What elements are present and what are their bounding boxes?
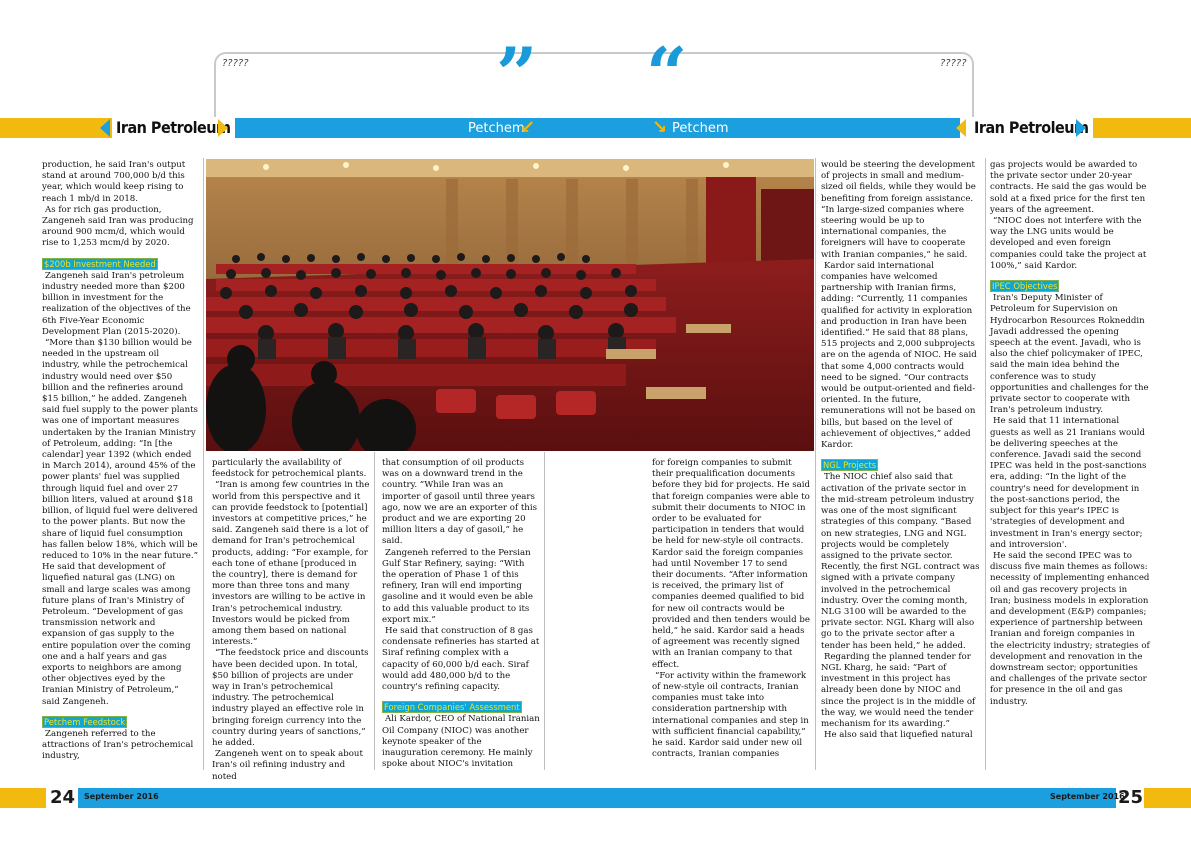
paragraph: Regarding the planned tender for NGL Kharg, he said: “Part of investment in this project has already been done by NIOC and since the project is in the middle of the way, we would need the tender mechanism for its awarding.” bbox=[821, 651, 976, 729]
header-band-left-yellow bbox=[0, 118, 112, 138]
paragraph: that consumption of oil products was on a downward trend in the country. “While Iran was an importer of gasoil until three years ago, now we are an exporter of this product and we are exporting 20 million liters a day of gasoil,” he said. bbox=[382, 458, 537, 547]
paragraph: would be steering the development of projects in small and medium-sized oil fields, while they would be benefiting from foreign assistance. “In large-sized companies where steering would be up to international companies, the foreigners will have to cooperate with Iranian companies,” he said. bbox=[821, 160, 976, 260]
paragraph: production, he said Iran's output stand at around 700,000 b/d this year, which would keep rising to reach 1 mb/d in 2018. bbox=[42, 160, 186, 204]
quote-box bbox=[214, 52, 974, 124]
subheading-ipec-objectives: IPEC Objectives bbox=[992, 281, 1058, 292]
quote-placeholder-right: ????? bbox=[940, 58, 967, 69]
paragraph: Ali Kardor, CEO of National Iranian Oil Company (NIOC) was another keynote speaker of the inauguration ceremony. He mainly spoke about NIOC's invitation bbox=[382, 714, 540, 770]
open-quote-icon: “ bbox=[646, 31, 688, 116]
column-divider bbox=[544, 452, 545, 770]
section-label-right: Petchem bbox=[672, 121, 729, 136]
footer-band-left-yellow bbox=[0, 788, 46, 808]
paragraph: He said the second IPEC was to discuss five main themes as follows: necessity of implementing enhanced oil and gas recovery projects in Iran; business models in exploration and development (E&P) companies; experience of partnership between Iranian and foreign companies in the electricity industry; strategies of development and renovation in the downstream sector; opportunities and challenges of the private sector for presence in the oil and gas industry. bbox=[990, 550, 1150, 707]
chevron-left-icon bbox=[956, 119, 966, 137]
arrow-down-left-icon: ↙ bbox=[520, 117, 536, 138]
paragraph: “NIOC does not interfere with the way the LNG units would be developed and even foreign companies could take the project at 100%,” said Kardor. bbox=[990, 216, 1147, 271]
paragraph: Kardor said international companies have welcomed partnership with Iranian firms, adding: “Currently, 11 companies qualified for activity in exploration and production in Iran have been identified.” He said that 88 plans, 515 projects and 2,000 subprojects are on the agenda of NIOC. He said that some 4,000 contracts would need to be signed. “Our contracts would be output-oriented and field-oriented. In the future, remunerations will not be based on bills, but based on the level of achievement of objectives,” added Kardor. bbox=[821, 260, 977, 451]
article-column-4 bbox=[652, 458, 810, 760]
paragraph: for foreign companies to submit their prequalification documents before they bid for projects. He said that foreign companies were able to submit their documents to NIOC in order to be evaluated for participation in tenders that would be held for new-style oil contracts. Kardor said the foreign companies had until November 17 to send their documents. “After information is received, the primary list of companies deemed qualified to bid for new oil contracts would be provided and then tenders would be held,” he said. Kardor said a heads of agreement was recently signed with an Iranian company to that effect. bbox=[652, 458, 810, 670]
paragraph: gas projects would be awarded to the private sector under 20-year contracts. He said the gas would be sold at a fixed price for the first ten years of the agreement. bbox=[990, 160, 1147, 215]
page-number-left: 24 bbox=[50, 787, 76, 808]
section-title-right: Iran Petroleum bbox=[970, 117, 1093, 139]
section-label-left: Petchem bbox=[468, 121, 525, 136]
paragraph: He said that 11 international guests as well as 21 Iranians would be delivering speeches at the conference. Javadi said the second IPEC was held in the post-sanctions era, adding: “In the light of the country's need for development in the post-sanctions period, the subject for this year's IPEC is 'strategies of development and investment in Iran's energy sector; and introversion'. bbox=[990, 416, 1147, 550]
paragraph: “Iran is among few countries in the world from this perspective and it can provide feedstock to [potential] investors at competitive prices,” he said. Zangeneh said there is a lot of demand for Iran's petrochemical products, adding: “For example, for each tone of ethane [produced in the country], there is demand for more than three tons and many investors are willing to be active in Iran's petrochemical industry. Investors would be picked from among them based on national interests.” bbox=[212, 480, 370, 648]
paragraph: He also said that liquefied natural bbox=[824, 730, 973, 741]
conference-photo-image bbox=[206, 159, 814, 451]
paragraph: Zangeneh referred to the attractions of Iran's petrochemical industry, bbox=[42, 728, 194, 762]
chevron-right-icon bbox=[218, 119, 228, 137]
issue-date-right: September 2016 bbox=[1050, 792, 1125, 801]
conference-photo bbox=[206, 159, 814, 451]
column-divider bbox=[815, 158, 816, 770]
article-column-6 bbox=[990, 160, 1150, 708]
chevron-right-icon bbox=[1076, 119, 1086, 137]
paragraph: Zangeneh said Iran's petroleum industry needed more than $200 billion in investment for the realization of the objectives of the 6th Five-Year Economic Development Plan (2015-2020). bbox=[42, 270, 191, 337]
paragraph: He said that construction of 8 gas condensate refineries has started at Siraf refining complex with a capacity of 60,000 b/d each. Siraf would add 480,000 b/d to the country's refining capacity. bbox=[382, 626, 540, 693]
issue-date-left: September 2016 bbox=[84, 792, 159, 801]
column-divider bbox=[203, 158, 204, 770]
arrow-down-right-icon: ↘ bbox=[652, 117, 668, 138]
column-divider bbox=[985, 158, 986, 770]
header-band-blue bbox=[230, 118, 960, 138]
footer-band-right-yellow bbox=[1144, 788, 1191, 808]
article-column-1 bbox=[42, 160, 198, 763]
section-title-left: Iran Petroleum bbox=[112, 117, 235, 139]
paragraph: particularly the availability of feedstock for petrochemical plants. bbox=[212, 458, 367, 480]
paragraph: “More than $130 billion would be needed in the upstream oil industry, while the petrochemical industry would need over $50 billion and the refineries around $15 billion,” he added. Zangeneh said fuel supply to the power plants was one of important measures undertaken by the Iranian Ministry of Petroleum, adding: “In [the calendar] year 1392 (which ended in March 2014), around 45% of the power plants' fuel was supplied through liquid fuel and over 27 billion liters, valued at around $18 billion, of liquid fuel were delivered to the power plants. But now the share of liquid fuel consumption has fallen below 18%, which will be reduced to 10% in the near future.” He said that development of liquefied natural gas (LNG) on small and large scales was among future plans of Iran's Ministry of Petroleum. “Development of gas transmission network and expansion of gas supply to the entire population over the coming one and a half years and gas exports to neighbors are among other objectives eyed by the Iranian Ministry of Petroleum,” said Zangeneh. bbox=[42, 338, 198, 707]
subheading-petchem-feedstock: Petchem Feedstock bbox=[44, 716, 126, 727]
paragraph: “For activity within the framework of new-style oil contracts, Iranian companies must take into consideration partnership with international companies and step in with sufficient financial capability,” he said. Kardor said under new oil contracts, Iranian companies bbox=[652, 670, 809, 760]
paragraph: Zangeneh referred to the Persian Gulf Star Refinery, saying: “With the operation of Phase 1 of this refinery, Iran will end importing gasoline and it would even be able to add this valuable product to its export mix.” bbox=[382, 547, 533, 625]
chevron-left-icon bbox=[100, 119, 110, 137]
subheading-foreign-companies: Foreign Companies' Assessment bbox=[384, 702, 520, 713]
column-divider bbox=[374, 452, 375, 770]
paragraph: “The feedstock price and discounts have been decided upon. In total, $50 billion of projects are under way in Iran's petrochemical industry. The petrochemical industry played an effective role in bringing foreign currency into the country during years of sanctions,” he added. bbox=[212, 648, 369, 749]
paragraph: As for rich gas production, Zangeneh said Iran was producing around 900 mcm/d, which would rise to 1,253 mcm/d by 2020. bbox=[42, 204, 194, 249]
close-quote-icon: ” bbox=[496, 31, 538, 116]
article-column-3 bbox=[382, 458, 540, 770]
paragraph: Iran's Deputy Minister of Petroleum for Supervision on Hydrocarbon Resources Rokneddin Javadi addressed the opening speech at the event. Javadi, who is also the chief policymaker of IPEC, said the main idea behind the conference was to study opportunities and challenges for the private sector to cooperate with Iran's petroleum industry. bbox=[990, 293, 1149, 416]
page-number-right: 25 bbox=[1118, 787, 1144, 808]
article-column-5 bbox=[821, 160, 981, 741]
quote-placeholder-left: ????? bbox=[222, 58, 249, 69]
footer-band-blue bbox=[78, 788, 1116, 808]
article-column-2 bbox=[212, 458, 370, 783]
paragraph: Zangeneh went on to speak about Iran's oil refining industry and noted bbox=[212, 749, 363, 782]
subheading-investment: $200b Investment Needed bbox=[44, 258, 156, 269]
paragraph: The NIOC chief also said that activation of the private sector in the mid-stream petroleum industry was one of the most significant strategies of this company. “Based on new strategies, LNG and NGL projects would be completely assigned to the private sector. Recently, the first NGL contract was signed with a private company involved in the petrochemical industry. Over the coming month, NLG 3100 will be awarded to the private sector. NGL Kharg will also go to the private sector after a tender has been held,” he added. bbox=[821, 472, 980, 651]
subheading-ngl-projects: NGL Projects bbox=[823, 460, 877, 471]
